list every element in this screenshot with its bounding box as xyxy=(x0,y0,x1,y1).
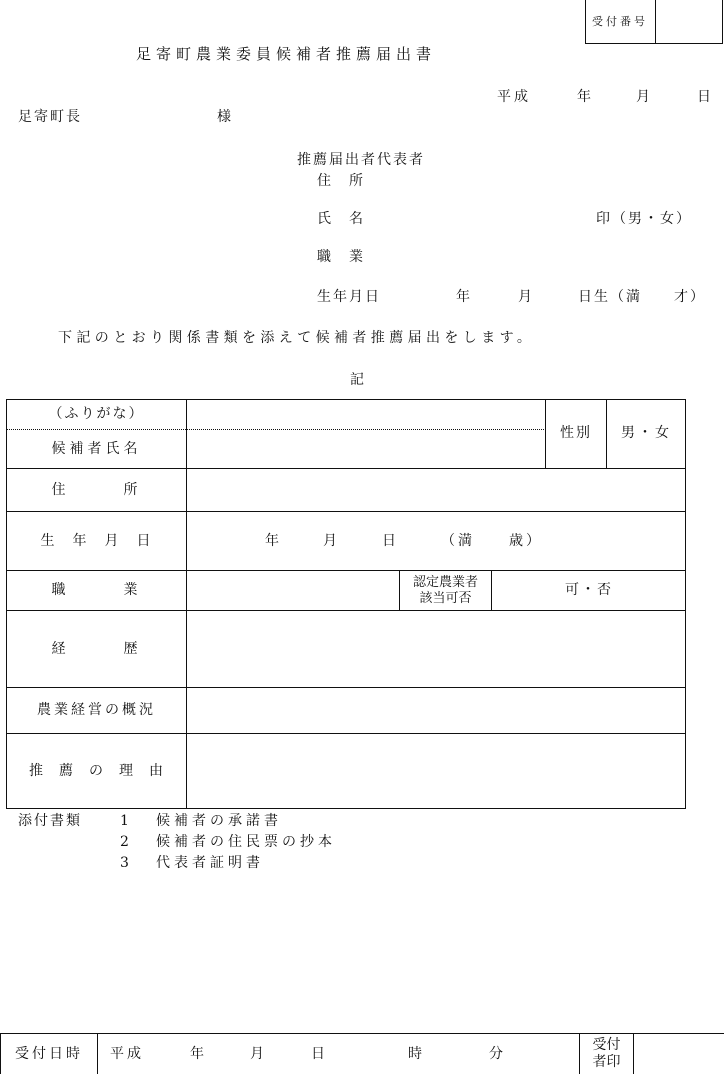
receipt-number-field[interactable] xyxy=(656,0,722,44)
representative-name-label: 氏 名 xyxy=(317,211,365,227)
representative-birth-day-age: 日生（満 才） xyxy=(578,289,706,305)
recommendation-reason-label: 推 薦 の 理 由 xyxy=(29,763,164,780)
furigana-field[interactable] xyxy=(187,400,545,429)
recommendation-reason-field[interactable] xyxy=(187,734,686,809)
farm-overview-field[interactable] xyxy=(187,688,686,733)
form-title: 足寄町農業委員候補者推薦届出書 xyxy=(136,45,437,63)
attachment-3-num: 3 xyxy=(120,855,129,871)
attachments-heading: 添付書類 xyxy=(18,813,82,829)
address-label: 住 所 xyxy=(51,481,142,498)
receipt-number-label: 受付番号 xyxy=(592,15,648,29)
attachment-1-num: 1 xyxy=(120,813,129,829)
attachment-2-num: 2 xyxy=(120,834,129,850)
receiver-seal-field[interactable] xyxy=(634,1034,723,1074)
date-era: 平成 xyxy=(497,89,531,105)
certified-farmer-line2: 該当可否 xyxy=(419,590,472,606)
addressee-name: 足寄町長 xyxy=(18,109,82,125)
footer-era: 平成 xyxy=(110,1046,144,1062)
representative-seal-gender: 印（男・女） xyxy=(596,211,692,227)
representative-birth-year: 年 xyxy=(456,289,470,305)
representative-birth-label: 生年月日 xyxy=(317,289,381,305)
footer-divider-1 xyxy=(97,1033,98,1074)
attachment-1-text: 候補者の承諾書 xyxy=(156,813,282,829)
birth-day-unit: 日 xyxy=(382,533,396,549)
footer-year: 年 xyxy=(190,1046,204,1062)
receiver-seal-label xyxy=(580,1034,633,1074)
date-month: 月 xyxy=(636,89,650,105)
furigana-label: （ふりがな） xyxy=(48,405,145,422)
footer-day: 日 xyxy=(311,1046,325,1062)
representative-birth-month: 月 xyxy=(518,289,532,305)
attachment-3-text: 代表者証明書 xyxy=(156,855,264,871)
address-field[interactable] xyxy=(187,469,686,511)
certified-farmer-line1: 認定農業者 xyxy=(412,574,478,590)
receiver-line2: 者印 xyxy=(592,1054,621,1070)
date-year: 年 xyxy=(577,89,591,105)
addressee-honorific: 様 xyxy=(217,109,231,125)
date-day: 日 xyxy=(697,89,711,105)
footer-minute: 分 xyxy=(489,1046,503,1062)
certified-options[interactable]: 可・否 xyxy=(565,582,613,599)
farm-overview-label: 農業経営の概況 xyxy=(37,702,156,719)
career-field[interactable] xyxy=(187,611,686,687)
gender-options[interactable]: 男・女 xyxy=(621,425,672,442)
certified-farmer-label xyxy=(400,571,491,610)
ki-heading: 記 xyxy=(350,372,364,388)
candidate-name-field[interactable] xyxy=(187,430,545,468)
occupation-label: 職 業 xyxy=(51,582,142,599)
candidate-name-label: 候補者氏名 xyxy=(51,440,142,457)
representative-address-label: 住 所 xyxy=(317,173,365,189)
attachment-2-text: 候補者の住民票の抄本 xyxy=(156,834,336,850)
statement-text: 下記のとおり関係書類を添えて候補者推薦届出をします。 xyxy=(58,330,536,346)
footer-hour: 時 xyxy=(408,1046,422,1062)
birth-year-unit: 年 xyxy=(265,533,279,549)
career-label: 経 歴 xyxy=(51,640,142,657)
birthdate-label: 生 年 月 日 xyxy=(40,532,153,549)
occupation-field[interactable] xyxy=(187,571,399,610)
representative-heading: 推薦届出者代表者 xyxy=(297,152,425,168)
gender-label: 性別 xyxy=(560,425,592,442)
birth-month-unit: 月 xyxy=(323,533,337,549)
receiver-line1: 受付 xyxy=(592,1036,621,1053)
representative-occupation-label: 職 業 xyxy=(317,249,365,265)
footer-month: 月 xyxy=(250,1046,264,1062)
age-field: （満 歳） xyxy=(441,533,543,549)
receipt-datetime-label: 受付日時 xyxy=(15,1045,83,1062)
